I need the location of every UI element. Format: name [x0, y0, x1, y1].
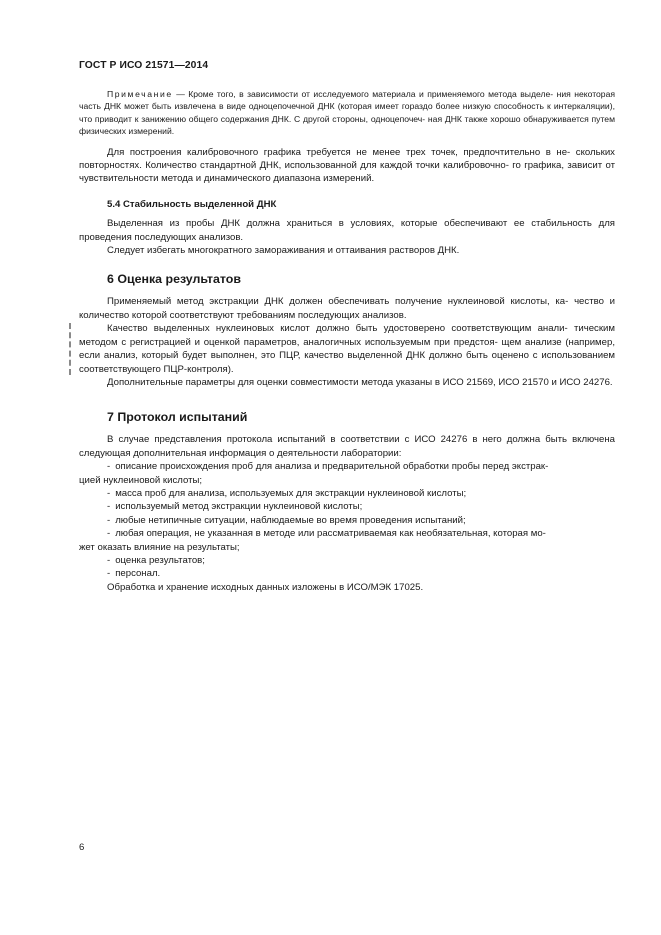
list-item: - используемый метод экстракции нуклеиновой кислоты; — [107, 501, 363, 513]
revision-marked-block — [79, 322, 615, 376]
list-item: - любая операция, не указанная в методе или рассматриваемая как необязательная, которая мо- — [107, 528, 546, 540]
page-number: 6 — [79, 842, 85, 853]
section-7-heading: 7 Протокол испытаний — [107, 410, 248, 425]
list-item: - масса проб для анализа, используемых для экстракции нуклеиновой кислоты; — [107, 487, 467, 499]
list-item: - описание происхождения проб для анализа и предварительной обработки пробы перед экстрак- — [107, 461, 549, 473]
section-5-4-paragraph-1: Выделенная из пробы ДНК должна храниться в условиях, которые обеспечивают ее стабильность для проведения последующих анализов. — [79, 218, 615, 243]
section-7-closing: Обработка и хранение исходных данных изложены в ИСО/МЭК 17025. — [107, 581, 424, 593]
section-6-paragraph-1: Применяемый метод экстракции ДНК должен обеспечивать получение нуклеиновой кислоты, ка- чество и количество которой соответствуют требованиям последующих анализов. — [79, 296, 616, 321]
calibration-paragraph: Для построения калибровочного графика требуется не менее трех точек, предпочтительно в не- скольких повторностях. Количество стандартной ДНК, использованной для каждой точки калибровочно- го графика, зависит от чувствительности метода и динамического диапазона измерений. — [79, 146, 615, 185]
page-content — [79, 88, 615, 594]
section-7-list — [79, 460, 615, 581]
section-5-4-paragraph-2: Следует избегать многократного замораживания и оттаивания растворов ДНК. — [107, 245, 460, 257]
note-paragraph: Примечание — Кроме того, в зависимости от исследуемого материала и применяемого метода выделе- ния некоторая часть ДНК может быть извлечена в виде одноцепочечной ДНК (которая имеет гораздо более низкую способность к интеркаляции), что приводит к занижению общего содержания ДНК. С другой стороны, одноцепочеч- ная ДНК также хорошо обнаруживается путем физических измерений. — [79, 89, 616, 137]
section-5-4-heading: 5.4 Стабильность выделенной ДНК — [107, 198, 277, 210]
document-header: ГОСТ Р ИСО 21571—2014 — [79, 60, 209, 71]
section-7-intro: В случае представления протокола испытаний в соответствии с ИСО 24276 в него должна быть включена следующая дополнительная информация о деятельности лаборатории: — [79, 434, 616, 459]
list-item: - оценка результатов; — [107, 554, 205, 566]
note-label: Примечание — [107, 89, 173, 99]
list-item-continuation: жет оказать влияние на результаты; — [79, 541, 240, 553]
list-item: - любые нетипичные ситуации, наблюдаемые во время проведения испытаний; — [107, 514, 466, 526]
list-item: - персонал. — [107, 568, 161, 580]
section-6-heading: 6 Оценка результатов — [107, 272, 241, 287]
list-item-continuation: цией нуклеиновой кислоты; — [79, 474, 203, 486]
section-6-paragraph-3: Дополнительные параметры для оценки совместимости метода указаны в ИСО 21569, ИСО 21570 и ИСО 24276. — [107, 376, 613, 388]
section-6-paragraph-2: Качество выделенных нуклеиновых кислот должно быть удостоверено соответствующим анали- тическим методом с регистрацией и оценкой параметров, аналогичных используемым при предстоя- щем анализе (например, если анализ, который будет выполнен, это ПЦР, качество выделенной ДНК должно быть оценено с использованием соответствующего ПЦР-контроля). — [79, 323, 615, 375]
change-bar — [69, 323, 71, 375]
